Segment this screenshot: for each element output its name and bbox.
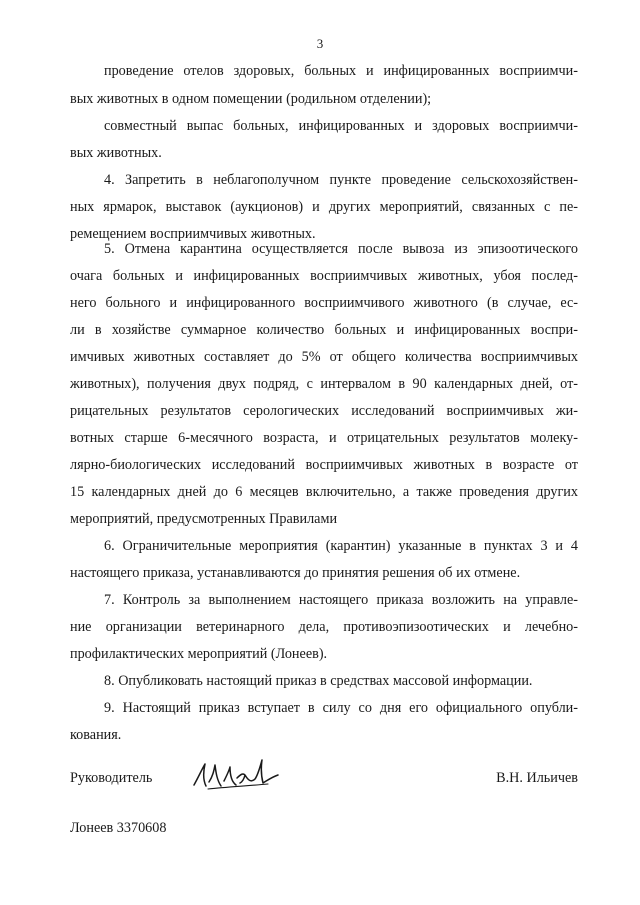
text-line: вых животных. (70, 145, 162, 161)
page-number: 3 (316, 36, 324, 51)
text-line: вотных старше 6-месячного возраста, и отрицательных результатов молеку- (70, 430, 578, 446)
text-line: 8. Опубликовать настоящий приказ в средствах массовой информации. (104, 673, 533, 689)
text-line: имчивых животных составляет до 5% от общего количества восприимчивых (70, 349, 578, 365)
text-line: ремещением восприимчивых животных. (70, 226, 316, 242)
text-line: 7. Контроль за выполнением настоящего приказа возложить на управле- (104, 592, 578, 608)
text-line: ных ярмарок, выставок (аукционов) и других мероприятий, связанных с пе- (70, 199, 578, 215)
text-line: очага больных и инфицированных восприимчивых животных, убоя послед- (70, 268, 578, 284)
text-line: вых животных в одном помещении (родильном отделении); (70, 91, 432, 107)
text-line: него больного и инфицированного восприимчивого животного (в случае, ес- (70, 295, 578, 311)
handwritten-signature (190, 755, 285, 793)
executor-contact: Лонеев 3370608 (70, 820, 167, 836)
text-line: профилактических мероприятий (Лонеев). (70, 646, 328, 662)
text-line: настоящего приказа, устанавливаются до принятия решения об их отмене. (70, 565, 521, 581)
text-line: проведение отелов здоровых, больных и инфицированных восприимчи- (104, 63, 578, 79)
text-line: рицательных результатов серологических исследований восприимчивых жи- (70, 403, 578, 419)
text-line: ли в хозяйстве суммарное количество больных и инфицированных воспри- (70, 322, 578, 338)
signature-position-label: Руководитель (70, 770, 153, 786)
signature-name: В.Н. Ильичев (496, 770, 578, 786)
text-line: мероприятий, предусмотренных Правилами (70, 511, 338, 527)
text-line: 4. Запретить в неблагополучном пункте проведение сельскохозяйствен- (104, 172, 578, 188)
text-line: ние организации ветеринарного дела, противоэпизоотических и лечебно- (70, 619, 578, 635)
text-line: 15 календарных дней до 6 месяцев включительно, а также проведения других (70, 484, 578, 500)
text-line: 5. Отмена карантина осуществляется после вывоза из эпизоотического (104, 241, 578, 257)
text-line: кования. (70, 727, 122, 743)
text-line: 6. Ограничительные мероприятия (карантин) указанные в пунктах 3 и 4 (104, 538, 578, 554)
text-line: совместный выпас больных, инфицированных и здоровых восприимчи- (104, 118, 578, 134)
text-line: животных), получения двух подряд, с интервалом в 90 календарных дней, от- (70, 376, 578, 392)
text-line: 9. Настоящий приказ вступает в силу со дня его официального опубли- (104, 700, 578, 716)
text-line: лярно-биологических исследований восприимчивых животных в возрасте от (70, 457, 578, 473)
